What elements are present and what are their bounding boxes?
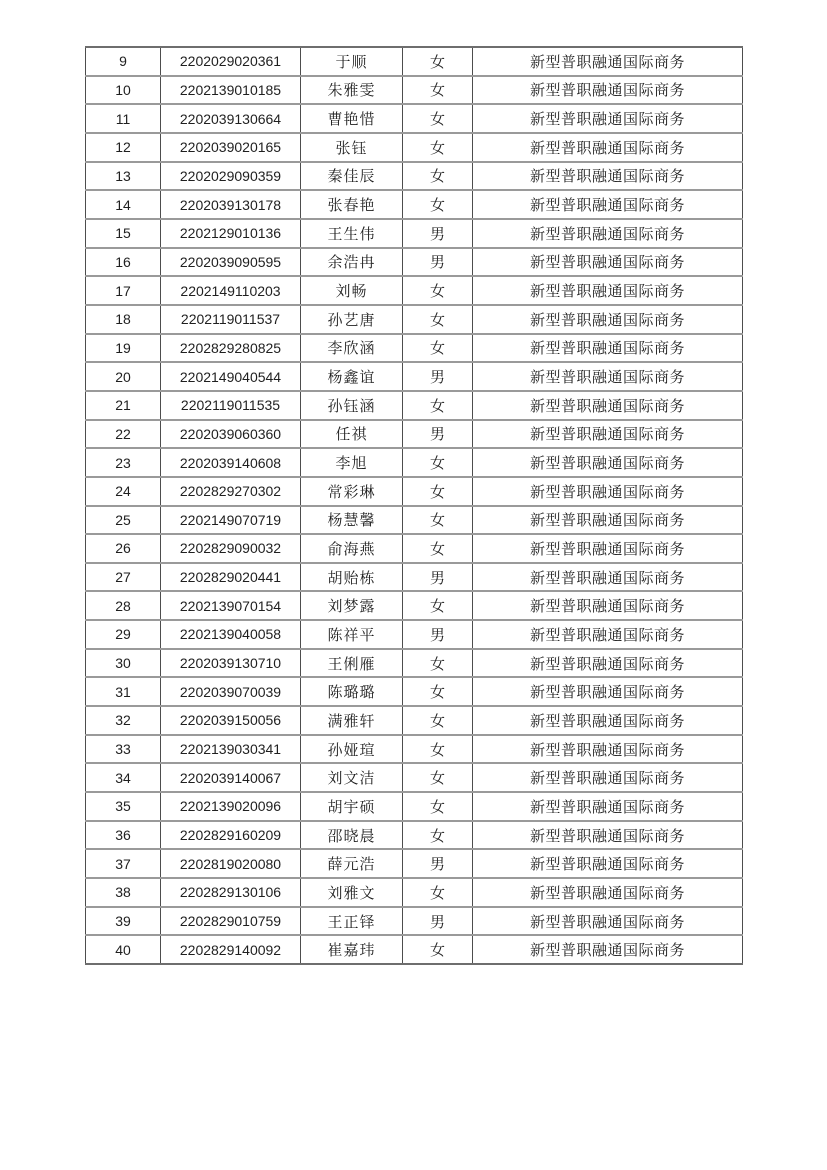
cell-gender: 男 xyxy=(403,907,473,936)
cell-name: 俞海燕 xyxy=(301,534,403,563)
cell-student-id: 2202039140067 xyxy=(161,763,301,792)
cell-name: 朱雅雯 xyxy=(301,76,403,105)
cell-student-id: 2202039130710 xyxy=(161,649,301,678)
cell-index: 33 xyxy=(86,735,161,764)
cell-gender: 女 xyxy=(403,477,473,506)
cell-student-id: 2202829280825 xyxy=(161,334,301,363)
cell-program: 新型普职融通国际商务 xyxy=(473,534,743,563)
cell-gender: 男 xyxy=(403,362,473,391)
cell-index: 13 xyxy=(86,162,161,191)
student-roster-table xyxy=(85,46,743,965)
cell-gender: 男 xyxy=(403,849,473,878)
table-row xyxy=(86,792,743,821)
cell-name: 孙娅瑄 xyxy=(301,735,403,764)
cell-student-id: 2202139070154 xyxy=(161,591,301,620)
table-row xyxy=(86,649,743,678)
cell-name: 刘文洁 xyxy=(301,763,403,792)
cell-name: 满雅轩 xyxy=(301,706,403,735)
cell-program: 新型普职融通国际商务 xyxy=(473,706,743,735)
table-row xyxy=(86,620,743,649)
cell-gender: 女 xyxy=(403,735,473,764)
cell-student-id: 2202829140092 xyxy=(161,935,301,964)
cell-program: 新型普职融通国际商务 xyxy=(473,821,743,850)
cell-name: 刘畅 xyxy=(301,276,403,305)
cell-student-id: 2202829130106 xyxy=(161,878,301,907)
cell-index: 20 xyxy=(86,362,161,391)
cell-index: 22 xyxy=(86,420,161,449)
cell-name: 张春艳 xyxy=(301,190,403,219)
cell-index: 38 xyxy=(86,878,161,907)
cell-gender: 男 xyxy=(403,620,473,649)
cell-student-id: 2202119011537 xyxy=(161,305,301,334)
cell-student-id: 2202039020165 xyxy=(161,133,301,162)
cell-program: 新型普职融通国际商务 xyxy=(473,620,743,649)
cell-name: 李欣涵 xyxy=(301,334,403,363)
cell-gender: 女 xyxy=(403,591,473,620)
cell-gender: 女 xyxy=(403,448,473,477)
cell-name: 张钰 xyxy=(301,133,403,162)
table-row xyxy=(86,362,743,391)
cell-name: 杨慧馨 xyxy=(301,506,403,535)
table-row xyxy=(86,821,743,850)
cell-name: 王俐雁 xyxy=(301,649,403,678)
cell-index: 29 xyxy=(86,620,161,649)
cell-name: 陈祥平 xyxy=(301,620,403,649)
table-row xyxy=(86,334,743,363)
table-row xyxy=(86,420,743,449)
cell-program: 新型普职融通国际商务 xyxy=(473,104,743,133)
cell-index: 24 xyxy=(86,477,161,506)
cell-gender: 女 xyxy=(403,706,473,735)
cell-gender: 女 xyxy=(403,763,473,792)
cell-gender: 女 xyxy=(403,305,473,334)
cell-program: 新型普职融通国际商务 xyxy=(473,563,743,592)
table-row xyxy=(86,190,743,219)
table-row xyxy=(86,563,743,592)
cell-student-id: 2202039140608 xyxy=(161,448,301,477)
cell-name: 崔嘉玮 xyxy=(301,935,403,964)
cell-student-id: 2202039090595 xyxy=(161,248,301,277)
cell-program: 新型普职融通国际商务 xyxy=(473,591,743,620)
table-row xyxy=(86,935,743,964)
cell-name: 秦佳辰 xyxy=(301,162,403,191)
cell-index: 17 xyxy=(86,276,161,305)
cell-student-id: 2202039130178 xyxy=(161,190,301,219)
cell-gender: 女 xyxy=(403,76,473,105)
cell-index: 18 xyxy=(86,305,161,334)
cell-gender: 女 xyxy=(403,935,473,964)
table-row xyxy=(86,448,743,477)
cell-program: 新型普职融通国际商务 xyxy=(473,219,743,248)
table-row xyxy=(86,677,743,706)
cell-student-id: 2202139040058 xyxy=(161,620,301,649)
cell-name: 邵晓晨 xyxy=(301,821,403,850)
cell-program: 新型普职融通国际商务 xyxy=(473,448,743,477)
cell-student-id: 2202039070039 xyxy=(161,677,301,706)
cell-name: 王生伟 xyxy=(301,219,403,248)
cell-name: 王正铎 xyxy=(301,907,403,936)
cell-name: 曹艳惜 xyxy=(301,104,403,133)
table-row xyxy=(86,276,743,305)
cell-index: 10 xyxy=(86,76,161,105)
cell-program: 新型普职融通国际商务 xyxy=(473,506,743,535)
cell-program: 新型普职融通国际商务 xyxy=(473,649,743,678)
table-row xyxy=(86,534,743,563)
cell-gender: 女 xyxy=(403,534,473,563)
cell-student-id: 2202139010185 xyxy=(161,76,301,105)
cell-gender: 女 xyxy=(403,821,473,850)
cell-gender: 女 xyxy=(403,190,473,219)
cell-index: 15 xyxy=(86,219,161,248)
table-row xyxy=(86,763,743,792)
cell-index: 12 xyxy=(86,133,161,162)
cell-index: 16 xyxy=(86,248,161,277)
cell-student-id: 2202829160209 xyxy=(161,821,301,850)
cell-index: 28 xyxy=(86,591,161,620)
cell-index: 37 xyxy=(86,849,161,878)
cell-program: 新型普职融通国际商务 xyxy=(473,133,743,162)
cell-program: 新型普职融通国际商务 xyxy=(473,477,743,506)
cell-program: 新型普职融通国际商务 xyxy=(473,276,743,305)
cell-name: 胡贻栋 xyxy=(301,563,403,592)
cell-gender: 男 xyxy=(403,563,473,592)
table-row xyxy=(86,47,743,76)
cell-index: 19 xyxy=(86,334,161,363)
cell-student-id: 2202829010759 xyxy=(161,907,301,936)
cell-program: 新型普职融通国际商务 xyxy=(473,935,743,964)
cell-program: 新型普职融通国际商务 xyxy=(473,907,743,936)
cell-student-id: 2202039130664 xyxy=(161,104,301,133)
cell-name: 常彩琳 xyxy=(301,477,403,506)
cell-gender: 女 xyxy=(403,878,473,907)
cell-index: 26 xyxy=(86,534,161,563)
cell-student-id: 2202829090032 xyxy=(161,534,301,563)
cell-program: 新型普职融通国际商务 xyxy=(473,763,743,792)
table-row xyxy=(86,162,743,191)
cell-program: 新型普职融通国际商务 xyxy=(473,878,743,907)
table-row xyxy=(86,391,743,420)
table-row xyxy=(86,305,743,334)
cell-name: 胡宇硕 xyxy=(301,792,403,821)
table-row xyxy=(86,133,743,162)
cell-index: 14 xyxy=(86,190,161,219)
cell-gender: 女 xyxy=(403,506,473,535)
table-row xyxy=(86,248,743,277)
cell-program: 新型普职融通国际商务 xyxy=(473,162,743,191)
cell-gender: 女 xyxy=(403,47,473,76)
table-row xyxy=(86,907,743,936)
cell-gender: 女 xyxy=(403,133,473,162)
cell-name: 薛元浩 xyxy=(301,849,403,878)
cell-name: 刘梦露 xyxy=(301,591,403,620)
cell-program: 新型普职融通国际商务 xyxy=(473,792,743,821)
cell-student-id: 2202139030341 xyxy=(161,735,301,764)
cell-index: 36 xyxy=(86,821,161,850)
cell-program: 新型普职融通国际商务 xyxy=(473,248,743,277)
cell-index: 23 xyxy=(86,448,161,477)
cell-name: 任祺 xyxy=(301,420,403,449)
cell-name: 陈璐璐 xyxy=(301,677,403,706)
student-roster-table-wrap xyxy=(85,46,742,965)
cell-program: 新型普职融通国际商务 xyxy=(473,677,743,706)
cell-index: 30 xyxy=(86,649,161,678)
cell-name: 孙艺唐 xyxy=(301,305,403,334)
cell-index: 25 xyxy=(86,506,161,535)
cell-program: 新型普职融通国际商务 xyxy=(473,190,743,219)
cell-student-id: 2202139020096 xyxy=(161,792,301,821)
cell-name: 于顺 xyxy=(301,47,403,76)
cell-index: 27 xyxy=(86,563,161,592)
cell-student-id: 2202149040544 xyxy=(161,362,301,391)
cell-index: 40 xyxy=(86,935,161,964)
cell-index: 21 xyxy=(86,391,161,420)
cell-student-id: 2202819020080 xyxy=(161,849,301,878)
cell-program: 新型普职融通国际商务 xyxy=(473,76,743,105)
cell-gender: 女 xyxy=(403,334,473,363)
cell-name: 李旭 xyxy=(301,448,403,477)
cell-student-id: 2202029090359 xyxy=(161,162,301,191)
cell-gender: 女 xyxy=(403,391,473,420)
cell-index: 11 xyxy=(86,104,161,133)
cell-gender: 女 xyxy=(403,677,473,706)
cell-index: 39 xyxy=(86,907,161,936)
cell-gender: 男 xyxy=(403,420,473,449)
cell-student-id: 2202829270302 xyxy=(161,477,301,506)
table-row xyxy=(86,477,743,506)
table-row xyxy=(86,104,743,133)
cell-program: 新型普职融通国际商务 xyxy=(473,305,743,334)
cell-student-id: 2202829020441 xyxy=(161,563,301,592)
cell-gender: 女 xyxy=(403,649,473,678)
cell-index: 32 xyxy=(86,706,161,735)
table-row xyxy=(86,591,743,620)
cell-name: 孙钰涵 xyxy=(301,391,403,420)
cell-program: 新型普职融通国际商务 xyxy=(473,334,743,363)
cell-program: 新型普职融通国际商务 xyxy=(473,47,743,76)
cell-student-id: 2202039150056 xyxy=(161,706,301,735)
cell-index: 31 xyxy=(86,677,161,706)
cell-student-id: 2202129010136 xyxy=(161,219,301,248)
cell-student-id: 2202149110203 xyxy=(161,276,301,305)
cell-name: 刘雅文 xyxy=(301,878,403,907)
cell-index: 35 xyxy=(86,792,161,821)
roster-body xyxy=(86,47,743,964)
cell-gender: 女 xyxy=(403,104,473,133)
cell-program: 新型普职融通国际商务 xyxy=(473,735,743,764)
cell-program: 新型普职融通国际商务 xyxy=(473,362,743,391)
cell-student-id: 2202039060360 xyxy=(161,420,301,449)
cell-student-id: 2202029020361 xyxy=(161,47,301,76)
cell-name: 余浩冉 xyxy=(301,248,403,277)
table-row xyxy=(86,878,743,907)
cell-gender: 女 xyxy=(403,792,473,821)
cell-program: 新型普职融通国际商务 xyxy=(473,849,743,878)
cell-gender: 女 xyxy=(403,162,473,191)
cell-student-id: 2202119011535 xyxy=(161,391,301,420)
cell-index: 34 xyxy=(86,763,161,792)
table-row xyxy=(86,849,743,878)
table-row xyxy=(86,219,743,248)
table-row xyxy=(86,506,743,535)
cell-program: 新型普职融通国际商务 xyxy=(473,420,743,449)
cell-index: 9 xyxy=(86,47,161,76)
cell-program: 新型普职融通国际商务 xyxy=(473,391,743,420)
cell-gender: 男 xyxy=(403,248,473,277)
table-row xyxy=(86,706,743,735)
cell-gender: 女 xyxy=(403,276,473,305)
cell-student-id: 2202149070719 xyxy=(161,506,301,535)
cell-name: 杨鑫谊 xyxy=(301,362,403,391)
table-row xyxy=(86,735,743,764)
table-row xyxy=(86,76,743,105)
cell-gender: 男 xyxy=(403,219,473,248)
